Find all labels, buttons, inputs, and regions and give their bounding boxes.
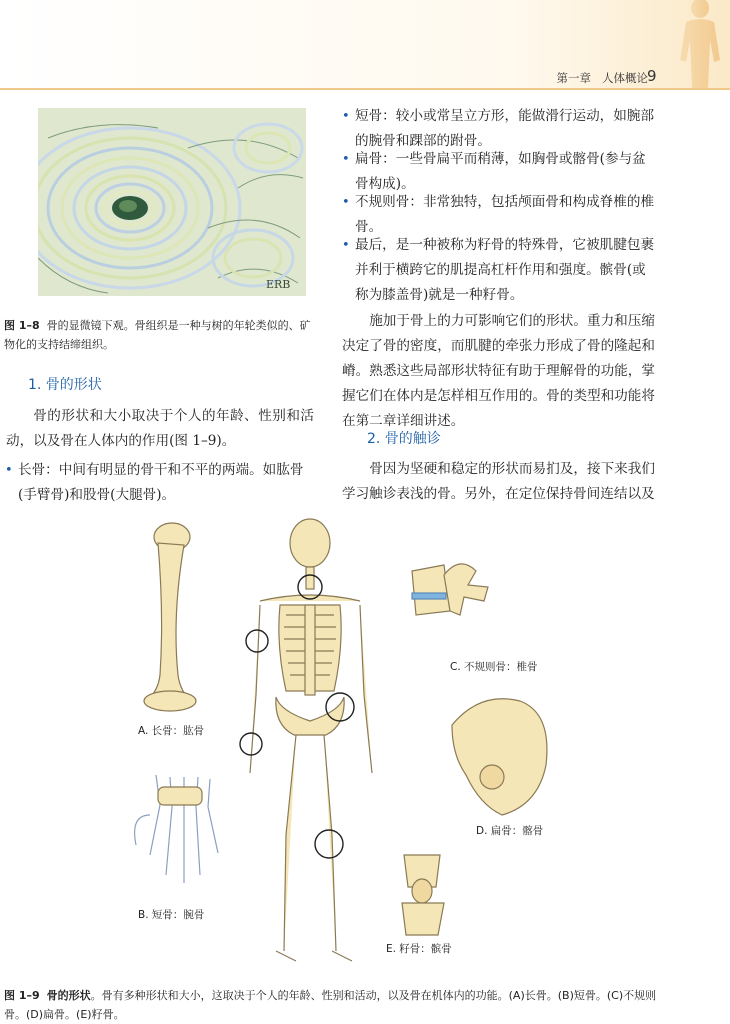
figure-1-9-title: 骨的形状 <box>46 989 91 1002</box>
page-number: 9 <box>647 67 657 85</box>
section-label: 人体概论 <box>602 71 648 85</box>
figure-1-9-label: 图 1–9 <box>4 989 40 1002</box>
knee-drawing <box>402 855 444 935</box>
bullet-irregular-bone-text: 不规则骨：非常独特，包括颅面骨和构成脊椎的椎骨。 <box>355 194 655 235</box>
bullet-dot: • <box>342 109 350 124</box>
section2-paragraph: 骨因为坚硬和稳定的形状而易扪及，接下来我们学习触诊表浅的骨。另外，在定位保持骨间连结以及 <box>342 461 655 502</box>
label-sesamoid-bone: E. 籽骨：髌骨 <box>386 943 452 955</box>
humerus-drawing <box>144 523 196 711</box>
bullet-flat-bone-text: 扁骨：一些骨扁平而稍薄，如胸骨或髂骨(参与盆骨构成)。 <box>355 151 646 192</box>
hand-drawing <box>135 775 218 883</box>
section2-heading: 2. 骨的触诊 <box>367 431 441 447</box>
vertebra-drawing <box>412 564 488 615</box>
bullet-dot: • <box>342 152 350 167</box>
bullet-dot: • <box>342 238 350 253</box>
running-header <box>557 70 648 86</box>
chapter-label: 第一章 <box>556 71 592 85</box>
bullet-sesamoid-bone-text: 最后，是一种被称为籽骨的特殊骨，它被肌腱包裹并利于横跨它的肌提高杠杆作用和强度。髌骨(或称为膝盖骨)就是一种籽骨。 <box>355 237 655 303</box>
bullet-long-bone <box>5 458 314 508</box>
bullet-dot: • <box>5 463 13 478</box>
figure-1-8-label: 图 1–8 <box>4 319 40 332</box>
bullet-long-bone-text: 长骨：中间有明显的骨干和不平的两端。如肱骨(手臂骨)和股骨(大腿骨)。 <box>18 462 304 503</box>
force-paragraph: 施加于骨上的力可影响它们的形状。重力和压缩决定了骨的密度，而肌腱的牵张力形成了骨的隆起和嵴。熟悉这些局部形状特征有助于理解骨的功能，掌握它们在体内是怎样相互作用的。骨的类型和功能将在第二章详细讲述。 <box>342 313 655 429</box>
label-short-bone: B. 短骨：腕骨 <box>138 909 205 921</box>
figure-1-9 <box>100 515 660 977</box>
bullet-short-bone-text: 短骨：较小或常呈立方形，能做滑行运动，如腕部的腕骨和踝部的跗骨。 <box>355 108 655 149</box>
label-long-bone: A. 长骨：肱骨 <box>138 725 205 737</box>
figure-1-8-caption <box>4 316 314 354</box>
bullet-sesamoid-bone <box>342 233 655 308</box>
section1-heading: 1. 骨的形状 <box>28 377 102 393</box>
pelvis-drawing <box>452 699 547 815</box>
skeleton-drawing <box>250 519 372 961</box>
figure-1-9-caption <box>4 986 658 1024</box>
figure-1-9-text: 。骨有多种形状和大小，这取决于个人的年龄、性别和活动，以及骨在机体内的功能。(A)长骨。(B)短骨。(C)不规则骨。(D)扁骨。(E)籽骨。 <box>4 989 657 1021</box>
figure-1-8-text: 骨的显微镜下观。骨组织是一种与树的年轮类似的、矿物化的支持结缔组织。 <box>4 319 311 351</box>
section1-paragraph: 骨的形状和大小取决于个人的年龄、性别和活动，以及骨在人体内的作用(图 1–9)。 <box>6 408 314 449</box>
bone-micrograph <box>38 108 306 296</box>
header-rule <box>0 88 730 90</box>
label-irregular-bone: C. 不规则骨：椎骨 <box>450 661 538 673</box>
bullet-dot: • <box>342 195 350 210</box>
header-body-silhouette <box>664 0 730 88</box>
illustrator-signature: ERB <box>266 278 291 291</box>
label-flat-bone: D. 扁骨：髂骨 <box>476 825 544 837</box>
